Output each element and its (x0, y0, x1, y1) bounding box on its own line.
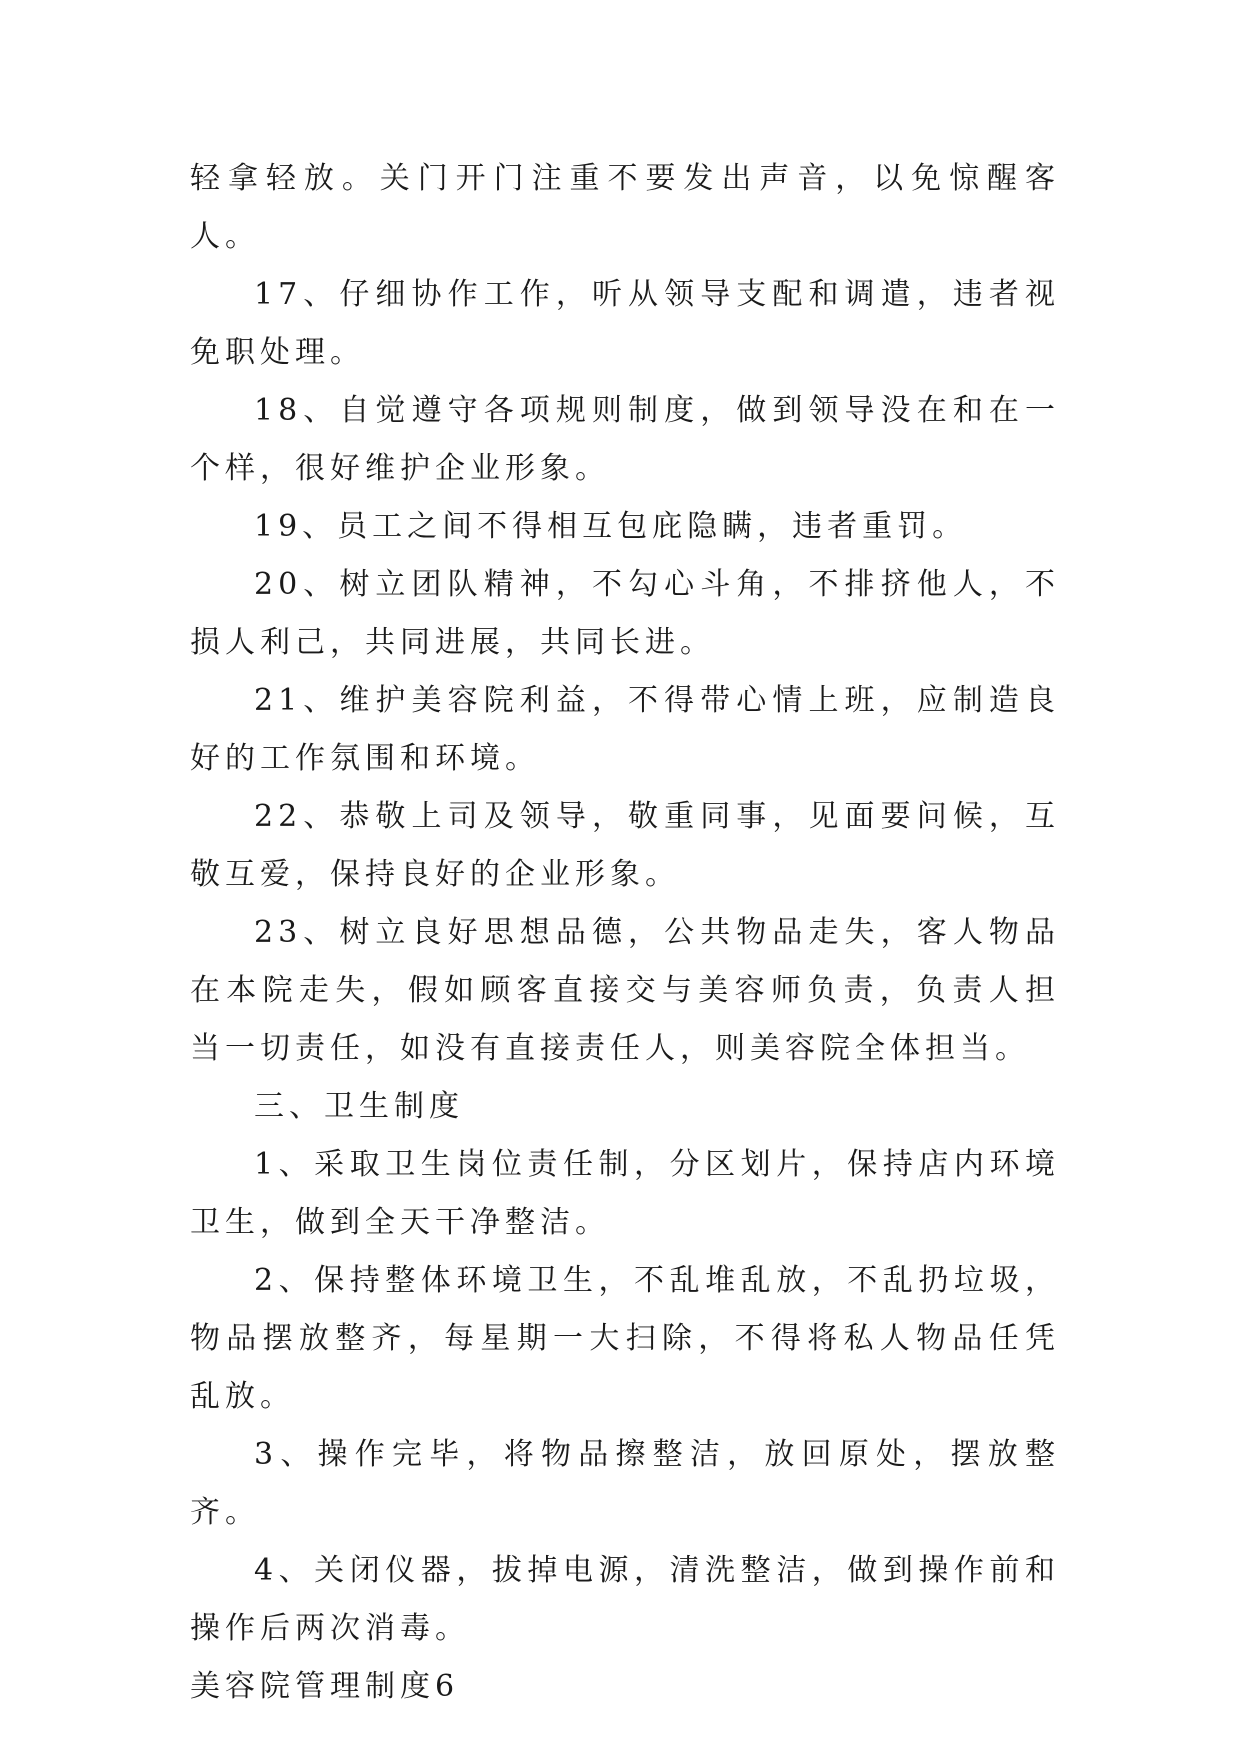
paragraph-rule-23: 23、树立良好思想品德，公共物品走失，客人物品在本院走失，假如顾客直接交与美容师负责，负责人担当一切责任，如没有直接责任人，则美容院全体担当。 (190, 915, 1060, 1066)
paragraph-rule-17: 17、仔细协作工作，听从领导支配和调遣，违者视免职处理。 (190, 277, 1060, 370)
paragraph-rule-20: 20、树立团队精神，不勾心斗角，不排挤他人，不损人利己，共同进展，共同长进。 (190, 567, 1060, 660)
paragraph-hygiene-2: 2、保持整体环境卫生，不乱堆乱放，不乱扔垃圾，物品摆放整齐，每星期一大扫除，不得将私人物品任凭乱放。 (190, 1263, 1060, 1414)
paragraph-rule-21: 21、维护美容院利益，不得带心情上班，应制造良好的工作氛围和环境。 (190, 683, 1060, 776)
paragraph-rule-22: 22、恭敬上司及领导，敬重同事，见面要问候，互敬互爱，保持良好的企业形象。 (190, 799, 1060, 892)
paragraph-rule-18: 18、自觉遵守各项规则制度，做到领导没在和在一个样，很好维护企业形象。 (190, 393, 1060, 486)
paragraph-hygiene-3: 3、操作完毕，将物品擦整洁，放回原处，摆放整齐。 (190, 1437, 1060, 1530)
document-section-title: 美容院管理制度6 (190, 1669, 460, 1704)
paragraph-hygiene-4: 4、关闭仪器，拔掉电源，清洗整洁，做到操作前和操作后两次消毒。 (190, 1553, 1060, 1646)
document-body (190, 150, 1060, 1716)
section-heading-hygiene: 三、卫生制度 (254, 1089, 464, 1124)
paragraph-continuation: 轻拿轻放。关门开门注重不要发出声音，以免惊醒客人。 (190, 161, 1060, 254)
paragraph-hygiene-1: 1、采取卫生岗位责任制，分区划片，保持店内环境卫生，做到全天干净整洁。 (190, 1147, 1060, 1240)
paragraph-rule-19: 19、员工之间不得相互包庇隐瞒，违者重罚。 (254, 509, 968, 544)
